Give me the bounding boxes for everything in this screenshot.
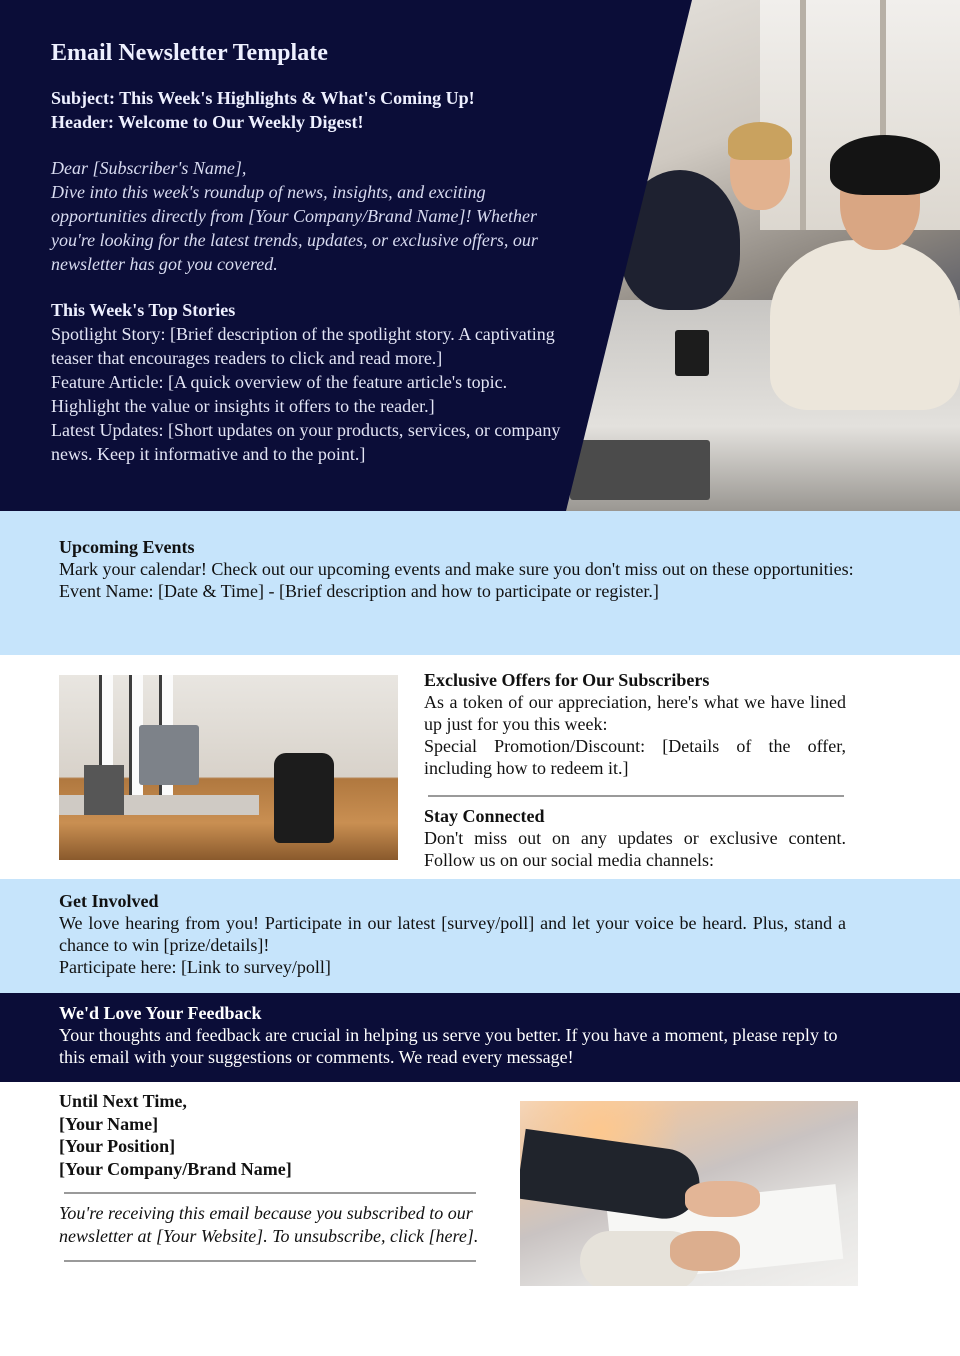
hero-text: [51, 38, 571, 466]
feedback-heading: We'd Love Your Feedback: [59, 1003, 262, 1023]
involved-section: [0, 879, 960, 993]
intro-block: [51, 156, 571, 276]
feedback-section: [0, 993, 960, 1082]
sender-company: [Your Company/Brand Name]: [59, 1158, 292, 1179]
top-stories-heading: This Week's Top Stories: [51, 300, 236, 320]
sender-position: [Your Position]: [59, 1136, 176, 1156]
sender-name: [Your Name]: [59, 1113, 159, 1134]
involved-text: We love hearing from you! Participate in our latest [survey/poll] and let your voice be heard. Plus, stand a chance to win [prize/details]!: [59, 913, 846, 955]
signoff-divider-bottom: [64, 1260, 476, 1262]
story-updates: Latest Updates: [Short updates on your products, services, or company news. Keep it informative and to the point.]: [51, 420, 561, 464]
offers-text-column: [424, 669, 846, 871]
closing: Until Next Time,: [59, 1091, 187, 1111]
story-feature: Feature Article: [A quick overview of the feature article's topic. Highlight the value or insights it offers to the reader.]: [51, 372, 508, 416]
signoff-section: [59, 1090, 479, 1262]
offers-divider: [428, 795, 844, 797]
involved-heading: Get Involved: [59, 891, 159, 911]
email-subject: Subject: This Week's Highlights & What's Coming Up!: [51, 88, 475, 108]
signoff-divider-top: [64, 1192, 476, 1194]
connected-text: Don't miss out on any updates or exclusive content. Follow us on our social media channels:: [424, 828, 846, 870]
events-heading: Upcoming Events: [59, 537, 195, 557]
offers-text: As a token of our appreciation, here's what we have lined up just for you this week:: [424, 692, 846, 734]
feedback-text: Your thoughts and feedback are crucial in helping us serve you better. If you have a moment, please reply to this email with your suggestions or comments. We read every message!: [59, 1025, 838, 1067]
intro-text: Dive into this week's roundup of news, insights, and exciting opportunities directly from [Your Company/Brand Name]! Whether you're looking for the latest trends, updates, or exclusive offers, our newsletter has got you covered.: [51, 182, 538, 274]
event-line: Event Name: [Date & Time] - [Brief description and how to participate or register.]: [59, 581, 659, 601]
events-text: Mark your calendar! Check out our upcoming events and make sure you don't miss out on these opportunities:: [59, 559, 854, 579]
offers-section: [0, 655, 960, 879]
story-spotlight: Spotlight Story: [Brief description of the spotlight story. A captivating teaser that encourages readers to click and read more.]: [51, 324, 555, 368]
connected-heading: Stay Connected: [424, 806, 545, 826]
email-header: Header: Welcome to Our Weekly Digest!: [51, 112, 364, 132]
page-title: Email Newsletter Template: [51, 40, 328, 66]
events-section: [0, 511, 960, 655]
greeting: Dear [Subscriber's Name],: [51, 158, 247, 178]
survey-link[interactable]: Participate here: [Link to survey/poll]: [59, 957, 331, 977]
hero-section: [0, 0, 960, 511]
promo-text: Special Promotion/Discount: [Details of the offer, including how to redeem it.]: [424, 736, 846, 778]
meeting-photo: [520, 1101, 858, 1286]
office-photo: [59, 675, 398, 860]
unsubscribe-notice[interactable]: You're receiving this email because you subscribed to our newsletter at [Your Website]. To unsubscribe, click [here].: [59, 1203, 479, 1246]
offers-heading: Exclusive Offers for Our Subscribers: [424, 670, 710, 690]
